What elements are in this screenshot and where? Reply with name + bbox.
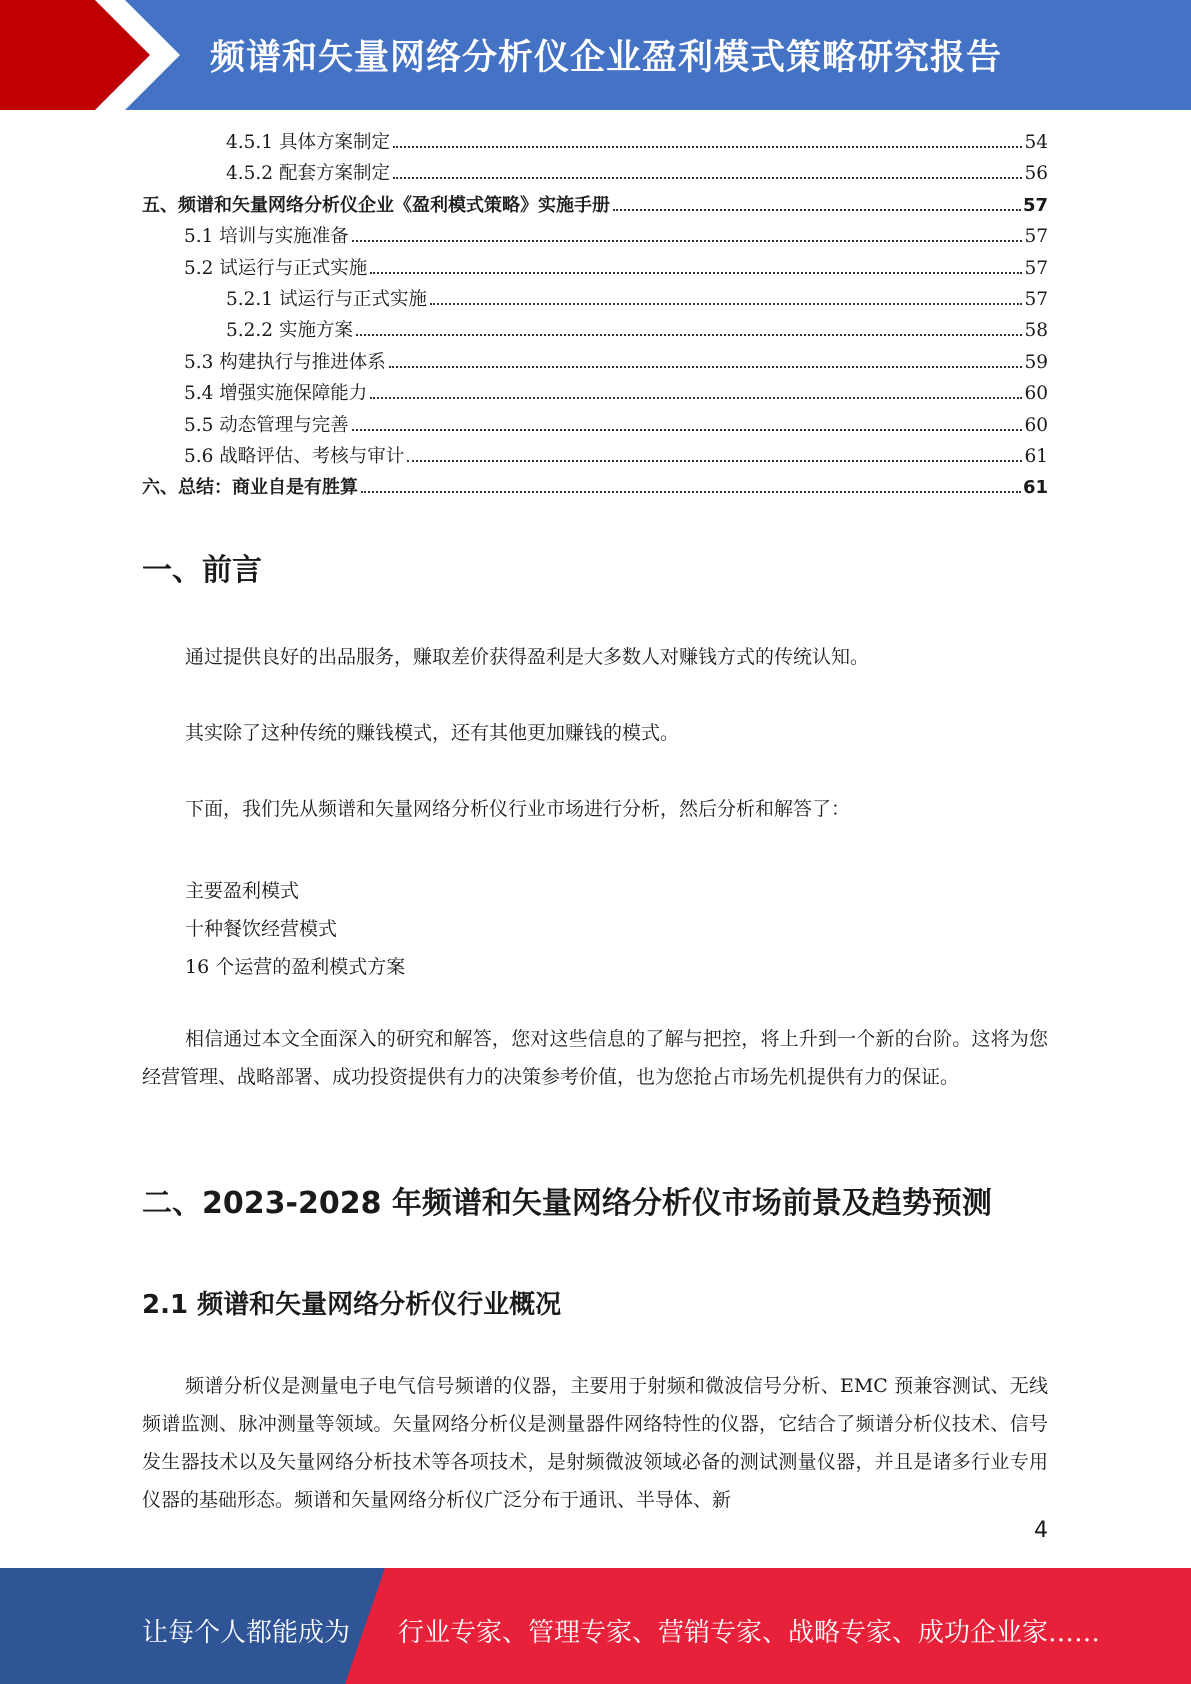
toc-entry-page: 61 — [1022, 477, 1048, 499]
toc-entry[interactable] — [142, 285, 1048, 316]
toc-entry[interactable] — [142, 348, 1048, 379]
toc-leader-dots — [613, 209, 1021, 211]
section-heading-preface: 一、前言 — [142, 553, 262, 588]
list-item: 16 个运营的盈利模式方案 — [185, 956, 406, 978]
page-header — [0, 0, 1191, 110]
toc-entry-page: 54 — [1024, 132, 1048, 153]
toc-entry-label: 5.1 培训与实施准备 — [184, 226, 349, 248]
section-heading-market: 二、2023-2028 年频谱和矢量网络分析仪市场前景及趋势预测 — [142, 1186, 992, 1221]
toc-leader-dots — [407, 460, 1022, 462]
list-item: 主要盈利模式 — [185, 880, 300, 902]
page-number: 4 — [1034, 1518, 1048, 1543]
table-of-contents — [142, 128, 1048, 505]
toc-entry-page: 58 — [1024, 320, 1048, 342]
report-title: 频谱和矢量网络分析仪企业盈利模式策略研究报告 — [210, 38, 1003, 78]
toc-entry[interactable] — [142, 191, 1048, 222]
toc-entry[interactable] — [142, 442, 1048, 473]
paragraph: 其实除了这种传统的赚钱模式，还有其他更加赚钱的模式。 — [185, 722, 680, 744]
toc-entry[interactable] — [142, 222, 1048, 253]
toc-entry[interactable] — [142, 473, 1048, 504]
toc-entry-page: 60 — [1024, 414, 1048, 436]
toc-leader-dots — [352, 240, 1023, 242]
list-item: 十种餐饮经营模式 — [185, 918, 338, 940]
toc-leader-dots — [393, 146, 1022, 148]
paragraph: 相信通过本文全面深入的研究和解答，您对这些信息的了解与把控，将上升到一个新的台阶。这将为您经营管理、战略部署、成功投资提供有力的决策参考价值，也为您抢占市场先机提供有力的保证。 — [142, 1028, 1048, 1088]
toc-leader-dots — [393, 177, 1022, 179]
toc-leader-dots — [370, 397, 1022, 399]
toc-leader-dots — [370, 272, 1022, 274]
toc-entry[interactable] — [142, 254, 1048, 285]
subsection-heading: 2.1 频谱和矢量网络分析仪行业概况 — [142, 1290, 562, 1320]
paragraph: 频谱分析仪是测量电子电气信号频谱的仪器，主要用于射频和微波信号分析、EMC 预兼容测试、无线频谱监测、脉冲测量等领域。矢量网络分析仪是测量器件网络特性的仪器，它结合了频谱分析仪技术、信号发生器技术以及矢量网络分析技术等各项技术，是射频微波领域必备的测试测量仪器，并且是诸多行业专用仪器的基础形态。频谱和矢量网络分析仪广泛分布于通讯、半导体、新 — [142, 1375, 1048, 1511]
toc-entry-label: 4.5.1 具体方案制定 — [226, 132, 390, 153]
toc-leader-dots — [430, 303, 1022, 305]
toc-entry-page: 60 — [1024, 383, 1048, 405]
toc-leader-dots — [361, 491, 1021, 493]
toc-entry[interactable] — [142, 128, 1048, 159]
toc-entry-label: 5.6 战略评估、考核与审计 — [184, 445, 405, 467]
toc-entry[interactable] — [142, 411, 1048, 442]
toc-entry-label: 六、总结：商业自是有胜算 — [142, 477, 358, 499]
toc-entry-label: 5.2.1 试运行与正式实施 — [226, 288, 427, 310]
toc-entry-page: 56 — [1024, 163, 1048, 185]
toc-entry[interactable] — [142, 379, 1048, 410]
toc-leader-dots — [389, 366, 1023, 368]
toc-entry[interactable] — [142, 159, 1048, 190]
paragraph: 下面，我们先从频谱和矢量网络分析仪行业市场进行分析，然后分析和解答了： — [185, 798, 851, 820]
toc-entry-label: 5.3 构建执行与推进体系 — [184, 351, 386, 373]
toc-leader-dots — [356, 334, 1023, 336]
toc-entry[interactable] — [142, 316, 1048, 347]
paragraph: 通过提供良好的出品服务，赚取差价获得盈利是大多数人对赚钱方式的传统认知。 — [185, 646, 870, 668]
toc-entry-page: 59 — [1024, 351, 1048, 373]
toc-entry-label: 五、频谱和矢量网络分析仪企业《盈利模式策略》实施手册 — [142, 194, 610, 216]
toc-entry-label: 5.2.2 实施方案 — [226, 320, 353, 342]
toc-entry-label: 4.5.2 配套方案制定 — [226, 163, 390, 185]
toc-entry-label: 5.2 试运行与正式实施 — [184, 257, 368, 279]
toc-entry-label: 5.4 增强实施保障能力 — [184, 383, 368, 405]
toc-entry-page: 57 — [1024, 288, 1048, 310]
toc-entry-page: 57 — [1022, 194, 1048, 216]
toc-entry-page: 57 — [1024, 226, 1048, 248]
toc-entry-page: 61 — [1024, 445, 1048, 467]
footer-slogan-right: 行业专家、管理专家、营销专家、战略专家、成功企业家…… — [398, 1618, 1101, 1648]
toc-entry-label: 5.5 动态管理与完善 — [184, 414, 349, 436]
page-footer — [0, 1568, 1191, 1684]
footer-slogan-left: 让每个人都能成为 — [142, 1618, 351, 1648]
toc-entry-page: 57 — [1024, 257, 1048, 279]
toc-leader-dots — [352, 429, 1023, 431]
